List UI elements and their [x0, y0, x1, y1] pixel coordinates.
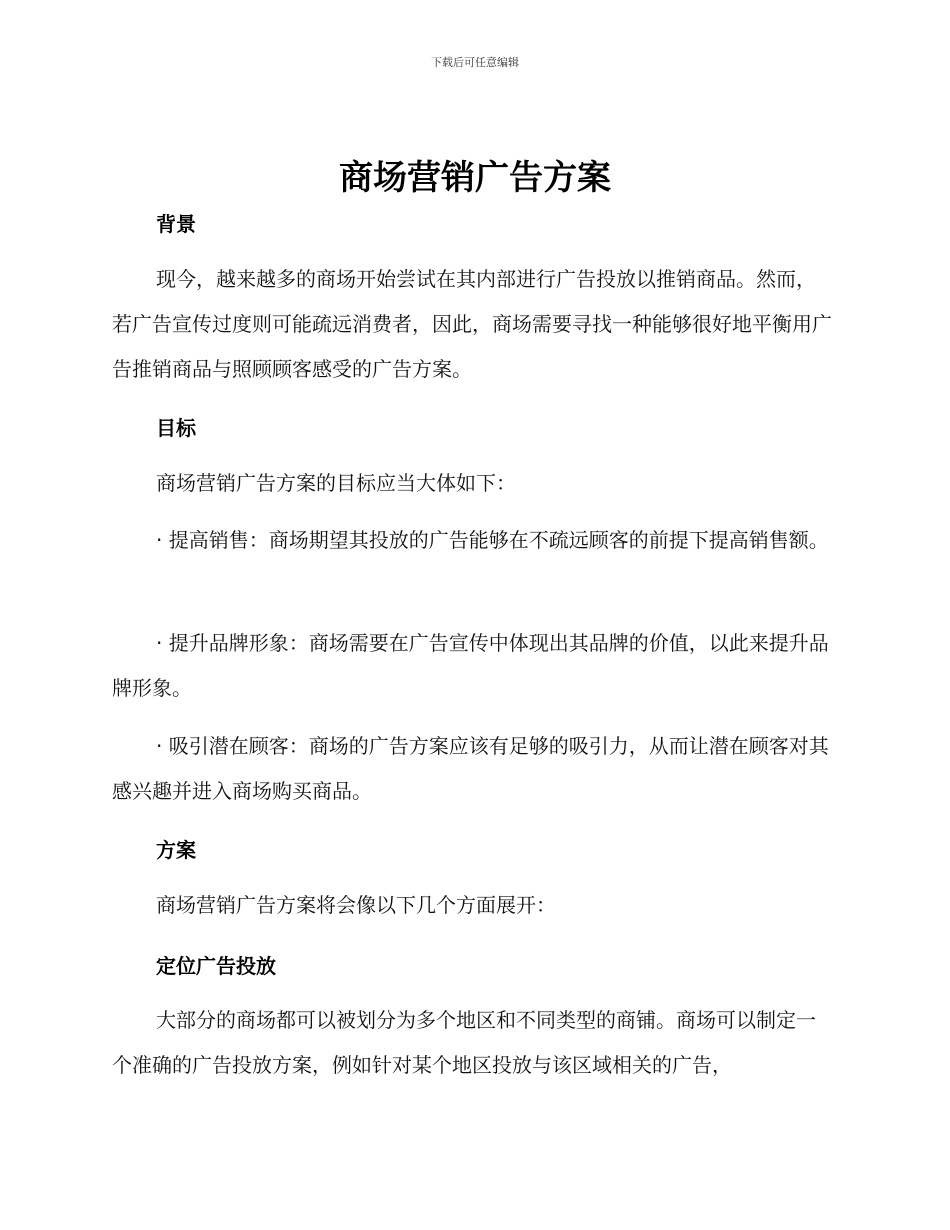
goal-item-customers: · 吸引潜在顾客：商场的广告方案应该有足够的吸引力，从而让潜在顾客对其感兴趣并进入商场购买商品。: [112, 734, 829, 803]
heading-goals: 目标: [156, 416, 196, 440]
goal-item-brand: · 提升品牌形象：商场需要在广告宣传中体现出其品牌的价值，以此来提升品牌形象。: [112, 631, 829, 700]
goal-item-sales: · 提高销售：商场期望其投放的广告能够在不疏远顾客的前提下提高销售额。: [156, 528, 829, 552]
paragraph-ad-placement: 大部分的商场都可以被划分为多个地区和不同类型的商铺。商场可以制定一个准确的广告投放方案，例如针对某个地区投放与该区域相关的广告，: [112, 1008, 816, 1077]
heading-background: 背景: [156, 212, 196, 236]
subheading-ad-placement: 定位广告投放: [156, 954, 276, 978]
document-title: 商场营销广告方案: [339, 158, 611, 198]
paragraph-background: 现今，越来越多的商场开始尝试在其内部进行广告投放以推销商品。然而，若广告宣传过度则可能疏远消费者，因此，商场需要寻找一种能够很好地平衡用广告推销商品与照顾顾客感受的广告方案。: [112, 267, 832, 381]
paragraph-plan-intro: 商场营销广告方案将会像以下几个方面展开：: [156, 893, 556, 917]
paragraph-goals-intro: 商场营销广告方案的目标应当大体如下：: [156, 471, 516, 495]
page-header: 下载后可任意编辑: [431, 56, 519, 69]
heading-plan: 方案: [156, 838, 196, 862]
